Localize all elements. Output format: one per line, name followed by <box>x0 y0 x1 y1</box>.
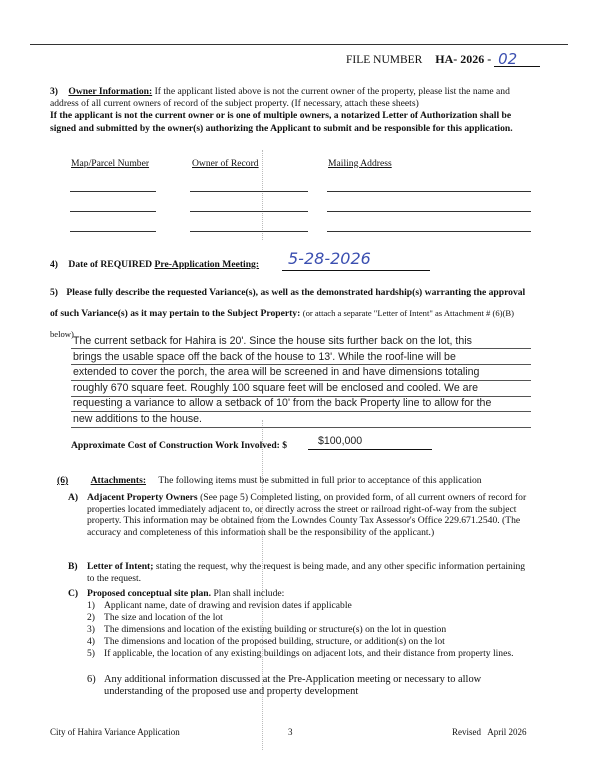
subitem-text: Any additional information discussed at the Pre-Application meeting or necessary to allow understanding of the proposed use and property development <box>104 674 482 697</box>
attachment-c-text: Plan shall include: <box>213 588 285 599</box>
blank-line[interactable] <box>190 231 308 232</box>
preapp-date-field[interactable] <box>282 250 430 271</box>
owner-information-text: If the applicant listed above is not the current owner of the property, please list the name and address of all current owners of record of the subject property. (If necessary, attach these sheets) <box>50 86 510 110</box>
description-line: extended to cover the porch, the area will be screened in and have dimensions totaling <box>73 366 480 379</box>
attachment-a <box>87 492 533 538</box>
preapp-meeting-section <box>50 259 259 271</box>
subitem-number: 4) <box>87 636 95 647</box>
ruled-line <box>71 364 531 365</box>
attachment-b-letter: B) <box>68 561 78 572</box>
cost-label: Approximate Cost of Construction Work Involved: $ <box>71 440 288 451</box>
footer-left: City of Hahira Variance Application <box>50 727 180 737</box>
file-number-field[interactable] <box>494 50 540 68</box>
file-number-handwritten: 02 <box>498 50 518 68</box>
ruled-line <box>71 427 531 428</box>
cost-field[interactable] <box>308 434 432 450</box>
description-line: requesting a variance to allow a setback of 10' from the back Property line to allow for the <box>73 397 492 410</box>
blank-line[interactable] <box>190 211 308 212</box>
attachments-title: Attachments: <box>90 475 147 486</box>
blank-line[interactable] <box>70 211 156 212</box>
attachment-a-title: Adjacent Property Owners <box>87 492 198 503</box>
attachment-c-letter: C) <box>68 588 79 599</box>
attachment-a-letter: A) <box>68 492 79 503</box>
file-number <box>346 52 540 67</box>
file-number-prefix: HA- 2026 - <box>435 52 492 66</box>
construction-cost <box>71 440 287 452</box>
attachments-heading <box>57 475 482 487</box>
variance-instructions: Please fully describe the requested Variance(s), as well as the demonstrated hardship(s) warranting the approval of such Variance(s) as it may pertain to the Subject Property: <box>50 287 526 319</box>
subitem-text: The dimensions and location of the existing building or structure(s) on the lot in question <box>104 624 447 635</box>
attachments-intro: The following items must be submitted in full prior to acceptance of this application <box>158 475 482 486</box>
section-number: 4) <box>50 259 58 270</box>
column-owner-of-record: Owner of Record <box>192 158 259 169</box>
cost-value: $100,000 <box>318 435 363 447</box>
variance-attachment-note: (or attach a separate "Letter of Intent" as Attachment # (6)(B) below) <box>50 308 514 339</box>
ruled-line <box>71 396 531 397</box>
subitem-number: 5) <box>87 648 95 659</box>
preapp-date-handwritten: 5-28-2026 <box>288 249 371 268</box>
footer-page-number: 3 <box>288 727 293 737</box>
subitem-text: The size and location of the lot <box>104 612 223 623</box>
ruled-line <box>71 411 531 412</box>
owner-information-title: Owner Information: <box>68 86 153 97</box>
description-line: roughly 670 square feet. Roughly 100 square feet will be enclosed and cooled. We are <box>73 381 478 394</box>
section-number: (6) <box>57 475 69 486</box>
column-map-parcel: Map/Parcel Number <box>71 158 150 169</box>
blank-line[interactable] <box>70 231 156 232</box>
scan-artifact <box>262 420 267 750</box>
section-number: 5) <box>50 287 58 298</box>
subitem-number: 2) <box>87 612 95 623</box>
owner-information-notice: If the applicant is not the current owner or is one of multiple owners, a notarized Letter of Authorization shall be signed and submitted by the owner(s) authorizing the Applicant to submit and be responsible for this application. <box>50 110 513 134</box>
blank-line[interactable] <box>327 231 531 232</box>
attachment-a-text: (See page 5) Completed listing, on provided form, of all current owners of record for properties located immediately adjacent to, or directly across the street or railroad right-of-way from the subject property. This information may be obtained from the Lowndes County Tax Assessor's Office 229.671.2540. (The accuracy and completeness of this information shall be the responsibility of the applicant.) <box>87 492 527 538</box>
subitem-text: The dimensions and location of the proposed building, structure, or addition(s) on the lot <box>104 636 445 647</box>
ruled-line <box>71 348 531 349</box>
scan-artifact <box>262 150 267 240</box>
description-line: new additions to the house. <box>73 412 202 425</box>
description-line: The current setback for Hahira is 20'. Since the house sits further back on the lot, this <box>73 335 472 347</box>
attachment-c <box>87 588 533 600</box>
file-number-label: FILE NUMBER <box>346 54 423 66</box>
subitem-number: 6) <box>87 674 96 685</box>
column-mailing-address: Mailing Address <box>328 158 392 169</box>
subitem-text: If applicable, the location of any existing buildings on adjacent lots, and their distance from property lines. <box>104 648 514 659</box>
attachment-b-text: stating the request, why the request is being made, and any other specific information pertaining to the request. <box>87 561 526 584</box>
subitem-text: Applicant name, date of drawing and revision dates if applicable <box>104 600 352 611</box>
footer-right: Revised April 2026 <box>452 727 527 737</box>
section-number: 3) <box>50 86 58 97</box>
attachment-c-title: Proposed conceptual site plan. <box>87 588 212 599</box>
blank-line[interactable] <box>70 191 156 192</box>
header-rule <box>30 44 568 45</box>
preapp-label-underlined: Pre-Application Meeting: <box>154 259 260 270</box>
attachment-b-title: Letter of Intent; <box>87 561 154 572</box>
blank-line[interactable] <box>190 191 308 192</box>
ruled-line <box>71 380 531 381</box>
attachment-b <box>87 561 533 584</box>
subitem-number: 1) <box>87 600 95 611</box>
subitem-number: 3) <box>87 624 95 635</box>
description-line: brings the usable space off the back of the house to 13'. While the roof-line will be <box>73 350 456 363</box>
preapp-label: Date of REQUIRED <box>68 259 153 270</box>
blank-line[interactable] <box>327 191 531 192</box>
blank-line[interactable] <box>327 211 531 212</box>
owner-information-section <box>50 86 534 135</box>
